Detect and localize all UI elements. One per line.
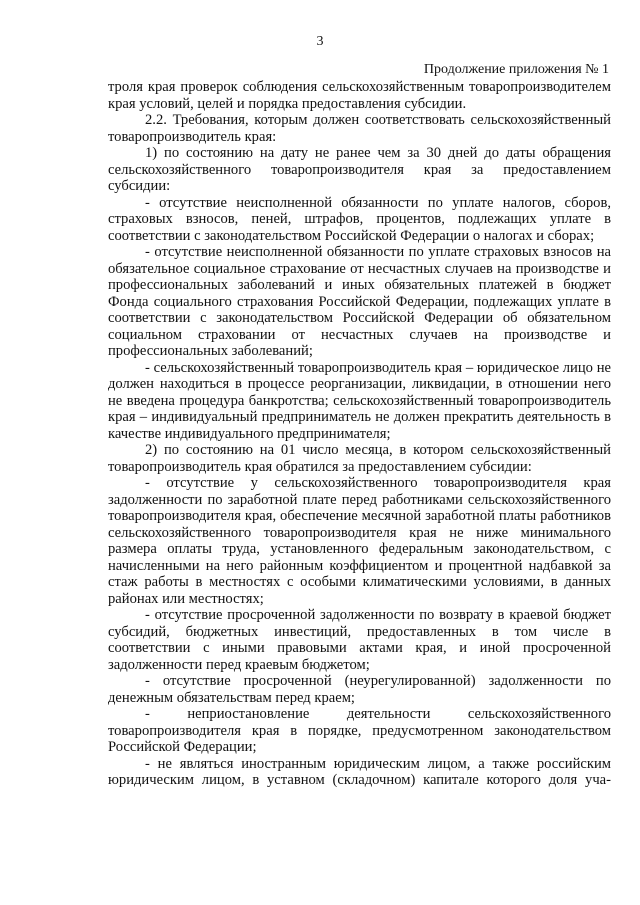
paragraph-item-2: 2) по состоянию на 01 число месяца, в котором сельскохозяйственный товаропроизводитель края обратился за предоставлением субсидии: <box>108 442 611 475</box>
paragraph-insurance: - отсутствие неисполненной обязанности по уплате страховых взносов на обязательное социальное страхование от несчастных случаев на производстве и профессиональных заболеваний и иных обязательных платежей в бюджет Фонда социального страхования Российской Федерации, подлежащих уплате в соответствии с законодательством Российской Федерации об обязательном социальном страховании от несчастных случаев на производстве и профессиональных заболеваний; <box>108 244 611 359</box>
page-number: 3 <box>316 34 324 49</box>
paragraph-monetary-obligations: - отсутствие просроченной (неурегулированной) задолженности по денежным обязательствам перед краем; <box>108 673 611 706</box>
paragraph-continued-text: троля края проверок соблюдения сельскохозяйственным товаропроизводителем края условий, целей и порядка предоставления субсидии. <box>108 79 611 112</box>
paragraph-requirements-heading: 2.2. Требования, которым должен соответствовать сельскохозяйственный товаропроизводитель края: <box>108 112 611 145</box>
paragraph-salary: - отсутствие у сельскохозяйственного товаропроизводителя края задолженности по заработной плате перед работниками сельскохозяйственного товаропроизводителя края, обеспечение месячной заработной платы работников сельскохозяйственного товаропроизводителя края не ниже минимального размера оплаты труда, установленного федеральным законодательством, с начисленными на него районным коэффициентом и процентной надбавкой за стаж работы в местностях с особыми климатическими условиями, в данных районах или местностях; <box>108 475 611 607</box>
document-body <box>108 79 611 789</box>
paragraph-item-1: 1) по состоянию на дату не ранее чем за 30 дней до даты обращения сельскохозяйственного товаропроизводителя края за предоставлением субсидии: <box>108 145 611 194</box>
paragraph-suspension: - неприостановление деятельности сельскохозяйственного товаропроизводителя края в порядке, предусмотренном законодательством Российской Федерации; <box>108 706 611 755</box>
paragraph-reorganization: - сельскохозяйственный товаропроизводитель края – юридическое лицо не должен находиться в процессе реорганизации, ликвидации, в отношении него не введена процедура банкротства; сельскохозяйственный товаропроизводитель края – индивидуальный предприниматель не должен прекратить деятельность в качестве индивидуального предпринимателя; <box>108 359 611 442</box>
paragraph-foreign-entity: - не являться иностранным юридическим лицом, а также российским юридическим лицом, в уставном (складочном) капитале которого доля уча- <box>108 755 611 788</box>
continuation-label: Продолжение приложения № 1 <box>423 62 609 77</box>
paragraph-budget-debt: - отсутствие просроченной задолженности по возврату в краевой бюджет субсидий, бюджетных инвестиций, предоставленных в том числе в соответствии с иными правовыми актами края, и иной просроченной задолженности перед краевым бюджетом; <box>108 607 611 673</box>
paragraph-taxes: - отсутствие неисполненной обязанности по уплате налогов, сборов, страховых взносов, пеней, штрафов, процентов, подлежащих уплате в соответствии с законодательством Российской Федерации о налогах и сборах; <box>108 194 611 244</box>
